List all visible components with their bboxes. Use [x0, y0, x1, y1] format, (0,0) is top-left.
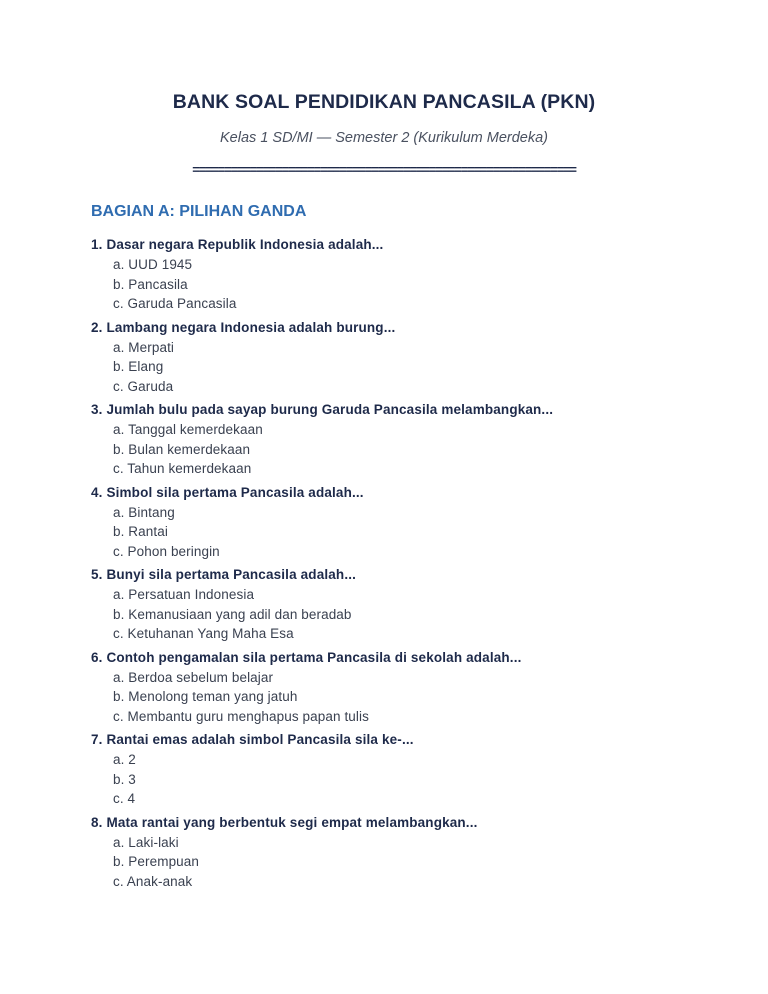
option-list	[91, 420, 731, 483]
question-list	[91, 235, 731, 895]
option-list	[91, 585, 731, 648]
question-item	[91, 318, 731, 401]
answer-option: a. Berdoa sebelum belajar	[113, 669, 274, 685]
answer-option: a. Persatuan Indonesia	[113, 587, 255, 602]
answer-option: c. Membantu guru menghapus papan tulis	[113, 708, 369, 724]
question-text: 5. Bunyi sila pertama Pancasila adalah...	[91, 567, 357, 582]
question-text: 3. Jumlah bulu pada sayap burung Garuda Pancasila melambangkan...	[91, 402, 554, 417]
question-item	[91, 730, 731, 813]
answer-option: c. Ketuhanan Yang Maha Esa	[113, 626, 294, 641]
answer-option: a. Merpati	[113, 339, 175, 355]
answer-option: c. 4	[113, 791, 136, 806]
question-item	[91, 565, 731, 648]
question-text: 2. Lambang negara Indonesia adalah burung...	[91, 319, 396, 335]
question-item	[91, 235, 731, 318]
page-title: BANK SOAL PENDIDIKAN PANCASILA (PKN)	[172, 91, 596, 113]
option-list	[91, 750, 731, 813]
question-item	[91, 813, 731, 896]
question-text: 4. Simbol sila pertama Pancasila adalah...	[91, 484, 364, 500]
answer-option: a. 2	[113, 752, 136, 767]
question-text: 6. Contoh pengamalan sila pertama Pancasila di sekolah adalah...	[91, 649, 522, 665]
answer-option: c. Anak-anak	[113, 873, 193, 889]
answer-option: b. Perempuan	[113, 854, 200, 869]
answer-option: b. 3	[113, 771, 136, 787]
question-item	[91, 483, 731, 566]
answer-option: b. Bulan kemerdekaan	[113, 441, 251, 457]
answer-option: b. Pancasila	[113, 276, 188, 292]
option-list	[91, 338, 731, 401]
answer-option: b. Menolong teman yang jatuh	[113, 689, 298, 704]
answer-option: c. Garuda	[113, 378, 174, 394]
question-text: 8. Mata rantai yang berbentuk segi empat melambangkan...	[91, 814, 478, 830]
answer-option: c. Garuda Pancasila	[113, 296, 237, 311]
answer-option: c. Tahun kemerdekaan	[113, 461, 252, 476]
answer-option: a. UUD 1945	[113, 257, 193, 272]
answer-option: b. Kemanusiaan yang adil dan beradab	[113, 606, 352, 622]
answer-option: a. Laki-laki	[113, 834, 179, 850]
answer-option: a. Tanggal kemerdekaan	[113, 422, 263, 437]
option-list	[91, 503, 731, 566]
answer-option: b. Rantai	[113, 524, 168, 539]
section-heading: BAGIAN A: PILIHAN GANDA	[91, 203, 307, 220]
option-list	[91, 255, 731, 318]
question-text: 7. Rantai emas adalah simbol Pancasila sila ke-...	[91, 732, 414, 747]
question-item	[91, 400, 731, 483]
option-list	[91, 833, 731, 896]
page-subtitle: Kelas 1 SD/MI — Semester 2 (Kurikulum Merdeka)	[220, 130, 548, 146]
option-list	[91, 668, 731, 731]
question-item	[91, 648, 731, 731]
divider-line: ============================================================	[192, 162, 576, 177]
answer-option: b. Elang	[113, 359, 164, 374]
answer-option: c. Pohon beringin	[113, 543, 220, 559]
question-text: 1. Dasar negara Republik Indonesia adalah...	[91, 237, 384, 252]
answer-option: a. Bintang	[113, 504, 175, 520]
